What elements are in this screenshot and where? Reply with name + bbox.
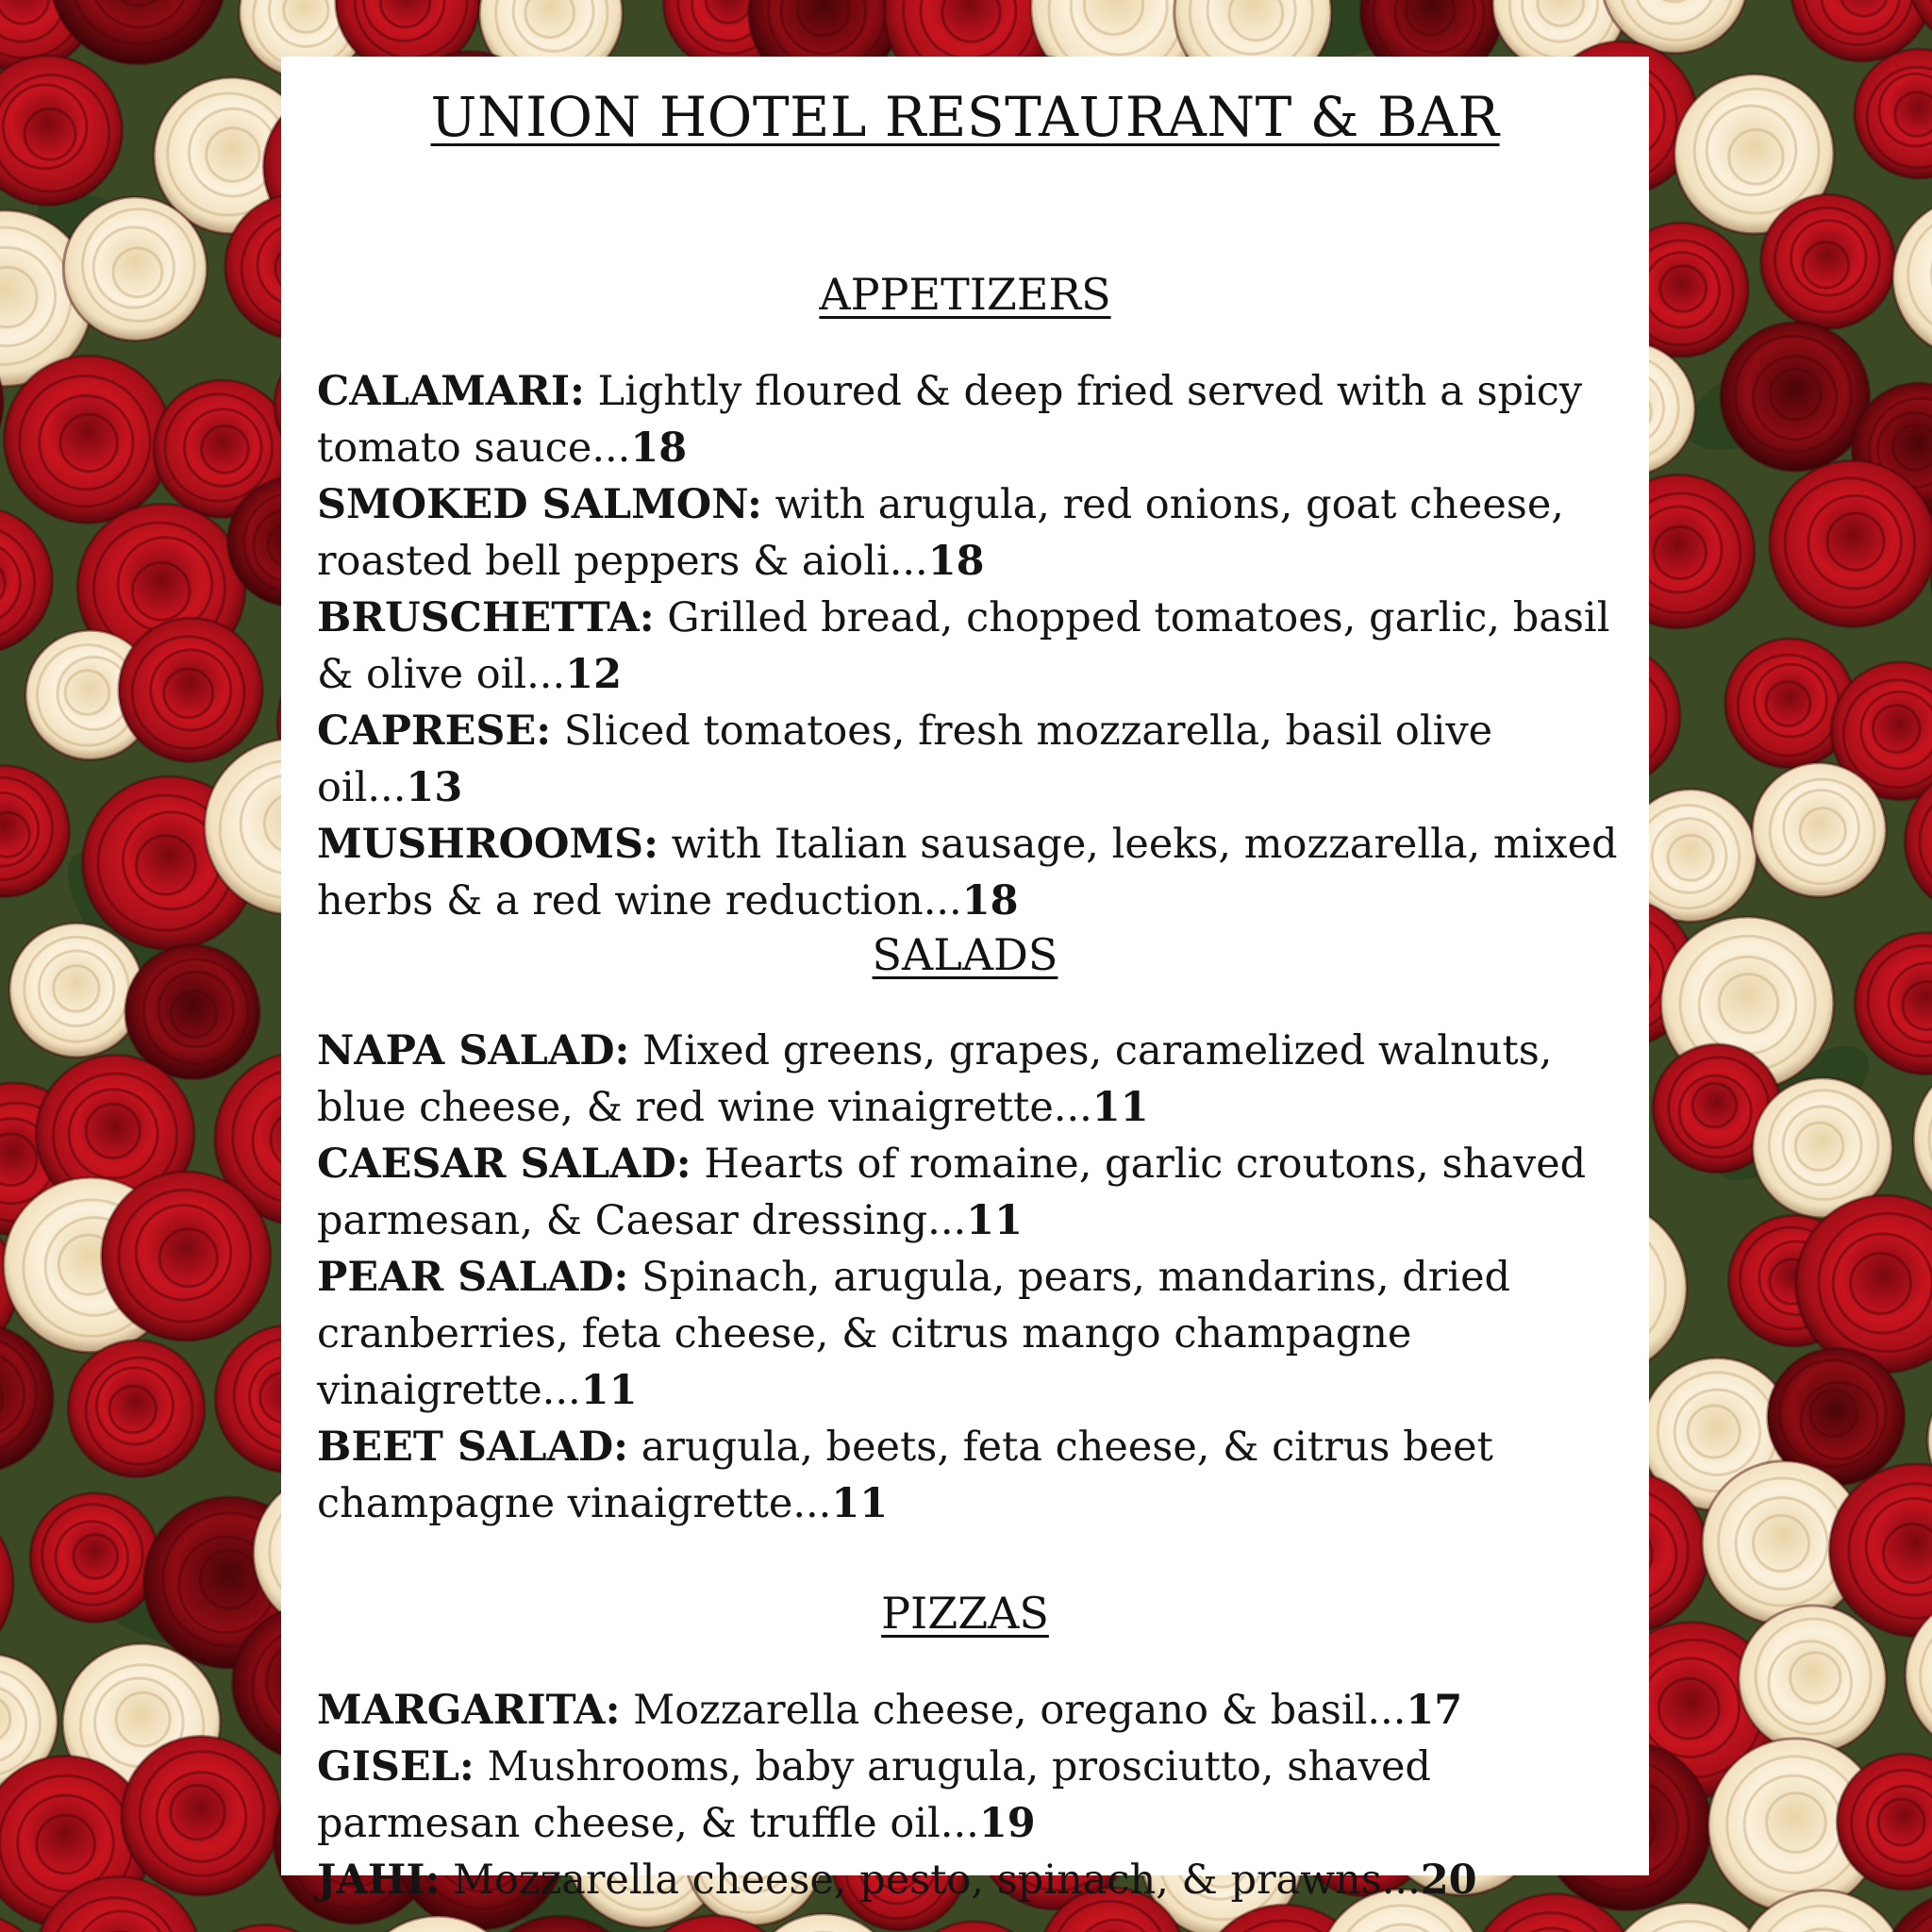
item-name: GISEL: (317, 1743, 475, 1790)
section-heading-appetizers: APPETIZERS (819, 269, 1111, 320)
item-description: Spinach, arugula, pears, mandarins, dried cranberries, feta cheese, & citrus mango champagne vinaigrette... (317, 1254, 1511, 1414)
menu-item-bruschetta (317, 590, 1638, 703)
item-price: 18 (630, 425, 688, 472)
item-description: Lightly floured & deep fried served with a spicy tomato sauce... (317, 368, 1583, 472)
menu-item-margarita (317, 1682, 1638, 1739)
rose-blossom (1721, 323, 1870, 472)
rose-blossom (1739, 1606, 1886, 1753)
item-name: PEAR SALAD: (317, 1254, 629, 1301)
item-price: 11 (831, 1480, 889, 1527)
menu-item-pear-salad (317, 1249, 1638, 1419)
menu-item-smoked-salmon (317, 476, 1638, 590)
menu-item-calamari (317, 363, 1638, 476)
item-price: 19 (978, 1800, 1036, 1847)
pizzas-list (317, 1682, 1638, 1908)
item-name: MUSHROOMS: (317, 821, 658, 868)
item-description: Sliced tomatoes, fresh mozzarella, basil olive oil... (317, 708, 1493, 811)
rose-blossom (119, 618, 262, 761)
item-name: BEET SALAD: (317, 1424, 629, 1471)
section-heading-salads: SALADS (872, 929, 1058, 980)
appetizers-list (317, 363, 1638, 929)
item-description: Mushrooms, baby arugula, prosciutto, shaved parmesan cheese, & truffle oil... (317, 1743, 1431, 1847)
menu-item-beet-salad (317, 1419, 1638, 1532)
item-description: arugula, beets, feta cheese, & citrus beet champagne vinaigrette... (317, 1424, 1493, 1527)
item-name: NAPA SALAD: (317, 1027, 630, 1074)
item-price: 18 (927, 538, 985, 585)
item-price: 11 (580, 1367, 638, 1414)
item-description: with arugula, red onions, goat cheese, roasted bell peppers & aioli... (317, 481, 1564, 585)
item-price: 13 (406, 764, 463, 811)
item-name: CALAMARI: (317, 368, 585, 415)
rose-blossom (9, 924, 143, 1058)
menu-item-caprese (317, 703, 1638, 816)
item-description: Hearts of romaine, garlic croutons, shaved parmesan, & Caesar dressing... (317, 1141, 1587, 1244)
item-description: Mozzarella cheese, oregano & basil... (620, 1687, 1407, 1734)
item-description: Mozzarella cheese, pesto, spinach, & prawns... (440, 1857, 1421, 1904)
rose-blossom (1770, 460, 1932, 626)
item-price: 11 (1091, 1084, 1149, 1131)
item-description: Mixed greens, grapes, caramelized walnuts, blue cheese, & red wine vinaigrette... (317, 1027, 1553, 1131)
item-name: CAPRESE: (317, 708, 552, 755)
item-name: MARGARITA: (317, 1687, 621, 1734)
rose-blossom (4, 356, 171, 523)
menu-card (281, 57, 1649, 1904)
rose-blossom (1752, 763, 1886, 897)
item-price: 17 (1406, 1687, 1463, 1734)
menu-item-caesar-salad (317, 1136, 1638, 1249)
item-name: SMOKED SALMON: (317, 481, 762, 528)
rose-blossom (102, 1172, 271, 1341)
item-price: 18 (961, 877, 1019, 924)
rose-blossom (68, 1341, 205, 1477)
item-price: 11 (966, 1197, 1024, 1244)
rose-blossom (122, 1737, 281, 1896)
section-heading-pizzas: PIZZAS (881, 1588, 1049, 1639)
rose-blossom (63, 197, 207, 341)
menu-item-mushrooms (317, 816, 1638, 929)
item-price: 12 (565, 651, 622, 698)
rose-blossom (125, 945, 259, 1079)
item-description: Grilled bread, chopped tomatoes, garlic, basil & olive oil... (317, 594, 1610, 698)
item-description: with Italian sausage, leeks, mozzarella, mixed herbs & a red wine reduction... (317, 821, 1618, 924)
rose-blossom (30, 1493, 159, 1623)
menu-item-jahi (317, 1852, 1638, 1908)
menu-item-napa-salad (317, 1023, 1638, 1136)
item-name: JAHI: (317, 1857, 441, 1904)
item-price: 20 (1420, 1857, 1477, 1904)
rose-blossom (1761, 194, 1895, 328)
salads-list (317, 1023, 1638, 1532)
item-name: CAESAR SALAD: (317, 1141, 691, 1188)
restaurant-title: UNION HOTEL RESTAURANT & BAR (430, 85, 1500, 149)
item-name: BRUSCHETTA: (317, 594, 655, 641)
menu-item-gisel (317, 1739, 1638, 1852)
